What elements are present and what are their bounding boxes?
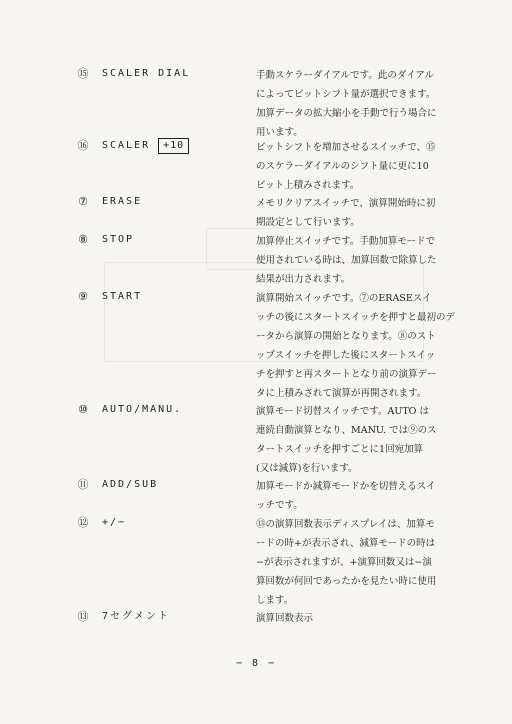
boxed-value: +10 bbox=[158, 138, 189, 154]
description-line: 手動スケラーダイアルです。此のダイアル bbox=[256, 70, 435, 81]
entry-description bbox=[256, 66, 468, 142]
description-line: 使用されている時は、加算回数で除算した bbox=[256, 255, 437, 266]
description-line: ードの時+が表示され、減算モードの時は bbox=[256, 538, 436, 549]
entry-label: SCALER DIAL bbox=[102, 68, 191, 79]
entry-description bbox=[256, 194, 468, 232]
description-line: メモリクリアスイッチで、演算開始時に初 bbox=[256, 198, 436, 209]
description-line: 演算モード切替スイッチです。AUTO は bbox=[256, 406, 429, 417]
description-line: によってビットシフト量が選択できます。 bbox=[256, 89, 436, 100]
entry-label: +/− bbox=[102, 517, 127, 528]
entry-label: 7セグメント bbox=[102, 611, 170, 622]
entry-number: ⑪ bbox=[77, 478, 89, 491]
description-line: します。 bbox=[256, 595, 294, 606]
entry-label-text: SCALER bbox=[102, 140, 151, 151]
description-line: タに上積みされて演算が再開されます。 bbox=[256, 388, 427, 399]
entry-description bbox=[256, 232, 468, 289]
entry-number: ⑧ bbox=[78, 233, 88, 246]
description-line: ッチです。 bbox=[256, 500, 303, 511]
entry-number: ⑮ bbox=[77, 67, 89, 80]
description-line: 連続自動演算となり、MANU. では⑨のス bbox=[256, 425, 437, 436]
entry-description bbox=[256, 402, 468, 478]
description-line: 加算停止スイッチです。手動加算モードで bbox=[256, 236, 435, 247]
description-line: 結果が出力されます。 bbox=[256, 274, 351, 285]
entry-description bbox=[256, 289, 468, 403]
entry-description bbox=[256, 138, 468, 195]
entry-label: START bbox=[102, 291, 143, 302]
description-line: ータから演算の開始となります。⑧のスト bbox=[256, 331, 436, 342]
description-line: −が表示されますが、+演算回数又は−演 bbox=[256, 557, 432, 568]
entry-label bbox=[102, 138, 189, 154]
description-line: 演算開始スイッチです。⑦のERASEスイ bbox=[256, 293, 432, 304]
entry-description bbox=[256, 515, 468, 610]
description-line: ッチの後にスタートスイッチを押すと最初のデ bbox=[256, 312, 456, 323]
description-line: ⑬の演算回数表示ディスプレイは、加算モ bbox=[256, 519, 435, 530]
description-line: (又は減算)を行います。 bbox=[256, 463, 358, 474]
entry-number: ⑬ bbox=[77, 610, 89, 623]
description-line: 期設定として行います。 bbox=[256, 217, 360, 228]
entry-number: ⑯ bbox=[77, 139, 89, 152]
description-line: チを押すと再スタートとなり前の演算デー bbox=[256, 369, 437, 380]
description-line: のスケラーダイアルのシフト量に更に10 bbox=[256, 161, 429, 172]
entry-label: AUTO/MANU. bbox=[102, 404, 183, 415]
description-line: ビットシフトを増加させるスイッチで、⑮ bbox=[256, 142, 436, 153]
description-line: 算回数が何回であったかを見たい時に使用 bbox=[256, 576, 437, 587]
entry-number: ⑫ bbox=[77, 516, 89, 529]
entry-label: ADD/SUB bbox=[102, 479, 159, 490]
description-line: ビット上積みされます。 bbox=[256, 180, 360, 191]
description-line: 演算回数表示 bbox=[256, 613, 314, 624]
entry-number: ⑩ bbox=[78, 403, 88, 416]
entry-label: ERASE bbox=[102, 196, 143, 207]
entry-number: ⑨ bbox=[78, 290, 88, 303]
description-line: 加算モードか減算モードかを切替えるスイ bbox=[256, 481, 436, 492]
page-number: − 8 − bbox=[235, 658, 277, 669]
description-line: ップスイッチを押した後にスタートスイッ bbox=[256, 350, 436, 361]
entry-label: STOP bbox=[102, 234, 135, 245]
description-line: 加算データの拡大縮小を手動で行う場合に bbox=[256, 108, 437, 119]
entry-number: ⑦ bbox=[78, 195, 88, 208]
description-line: タートスイッチを押すごとに1回宛加算 bbox=[256, 444, 424, 455]
entry-description bbox=[256, 609, 468, 628]
description-line: 用います。 bbox=[256, 127, 303, 138]
entry-description bbox=[256, 477, 468, 515]
